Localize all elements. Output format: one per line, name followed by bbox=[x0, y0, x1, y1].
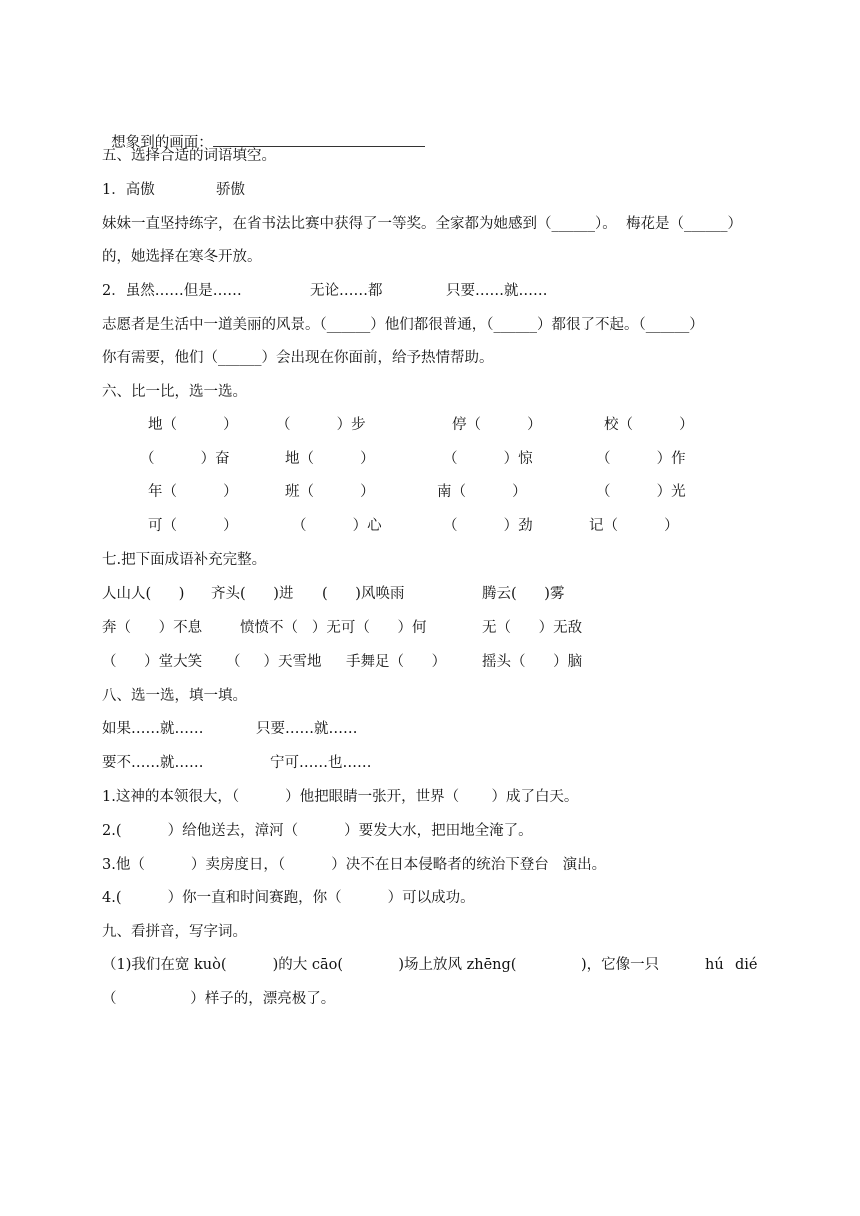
compare-cell: 年（ ） bbox=[148, 484, 238, 500]
compare-cell: （ ）步 bbox=[276, 417, 366, 433]
answer-blank-line[interactable] bbox=[213, 132, 425, 147]
idiom-cell: 愤愤不（ ）无可（ ）何 bbox=[240, 620, 427, 636]
compare-cell: 可（ ） bbox=[148, 518, 238, 534]
section5-q2-sentence-line1: 志愿者是生活中一道美丽的风景。（______）他们都很普通，（______）都很了不起。（______） bbox=[102, 317, 704, 333]
idiom-cell: 奔（ ）不息 bbox=[102, 620, 203, 636]
section5-q2-option3: 只要……就…… bbox=[446, 283, 548, 299]
section5-q2-sentence-line2: 你有需要，他们（______）会出现在你面前，给予热情帮助。 bbox=[102, 350, 494, 366]
idiom-cell: 摇头（ ）脑 bbox=[482, 654, 583, 670]
compare-cell: 班（ ） bbox=[285, 484, 375, 500]
compare-cell: （ ）心 bbox=[292, 518, 382, 534]
compare-cell: （ ）奋 bbox=[140, 451, 230, 467]
idiom-cell: ( )风唤雨 bbox=[322, 586, 405, 602]
pinyin-die: dié bbox=[735, 957, 758, 973]
section8-heading: 八、选一选，填一填。 bbox=[102, 688, 247, 704]
compare-cell: （ ）惊 bbox=[443, 451, 533, 467]
section7-heading: 七.把下面成语补充完整。 bbox=[102, 552, 267, 568]
section9-line2: （ ）样子的，漂亮极了。 bbox=[102, 991, 336, 1007]
section9-heading: 九、看拼音，写字词。 bbox=[102, 924, 247, 940]
compare-cell: （ ）劲 bbox=[443, 518, 533, 534]
imagined-picture-label: 想象到的画面： bbox=[111, 135, 213, 151]
section8-item: 4.( ）你一直和时间赛跑，你（ ）可以成功。 bbox=[102, 890, 475, 906]
section8-option: 要不……就…… bbox=[102, 755, 204, 771]
section8-item: 2.( ）给他送去，漳河（ ）要发大水，把田地全淹了。 bbox=[102, 823, 533, 839]
idiom-cell: 手舞足（ ） bbox=[346, 654, 447, 670]
compare-cell: 校（ ） bbox=[604, 417, 694, 433]
idiom-cell: 人山人( ) bbox=[102, 586, 185, 602]
section5-q1-sentence-line2: 的，她选择在寒冬开放。 bbox=[102, 249, 262, 265]
compare-cell: （ ）作 bbox=[596, 451, 686, 467]
compare-cell: 地（ ） bbox=[148, 417, 238, 433]
compare-cell: 停（ ） bbox=[452, 417, 542, 433]
idiom-cell: 腾云( )雾 bbox=[482, 586, 565, 602]
compare-cell: 记（ ） bbox=[589, 518, 679, 534]
section5-q2-option2: 无论……都 bbox=[310, 283, 383, 299]
section8-option: 宁可……也…… bbox=[270, 755, 372, 771]
compare-cell: （ ）光 bbox=[596, 484, 686, 500]
section8-option: 只要……就…… bbox=[256, 721, 358, 737]
idiom-cell: 无（ ）无敌 bbox=[482, 620, 583, 636]
section6-heading: 六、比一比，选一选。 bbox=[102, 384, 247, 400]
idiom-cell: （ ）堂大笑 bbox=[102, 654, 203, 670]
section8-item: 3.他（ ）卖房度日，（ ）决不在日本侵略者的统治下登台 演出。 bbox=[102, 857, 607, 873]
section5-q2-label: 2．虽然……但是…… bbox=[102, 283, 242, 299]
section5-q1-option2: 骄傲 bbox=[216, 182, 245, 198]
idiom-cell: （ ）天雪地 bbox=[226, 654, 322, 670]
compare-cell: 地（ ） bbox=[285, 451, 375, 467]
pinyin-hu: hú bbox=[705, 957, 724, 973]
section5-heading: 五、选择合适的词语填空。 bbox=[102, 148, 276, 164]
section5-q1-sentence-line1: 妹妹一直坚持练字，在省书法比赛中获得了一等奖。全家都为她感到（______）。 梅花是（______） bbox=[102, 216, 742, 232]
section8-item: 1.这神的本领很大，（ ）他把眼睛一张开，世界（ ）成了白天。 bbox=[102, 789, 579, 805]
section8-option: 如果……就…… bbox=[102, 721, 204, 737]
section5-q1-label: 1．高傲 bbox=[102, 182, 155, 198]
idiom-cell: 齐头( )进 bbox=[211, 586, 294, 602]
compare-cell: 南（ ） bbox=[437, 484, 527, 500]
section9-line1: （1)我们在宽 kuò( )的大 cāo( )场上放风 zhēng( )，它像一只 bbox=[102, 957, 660, 973]
